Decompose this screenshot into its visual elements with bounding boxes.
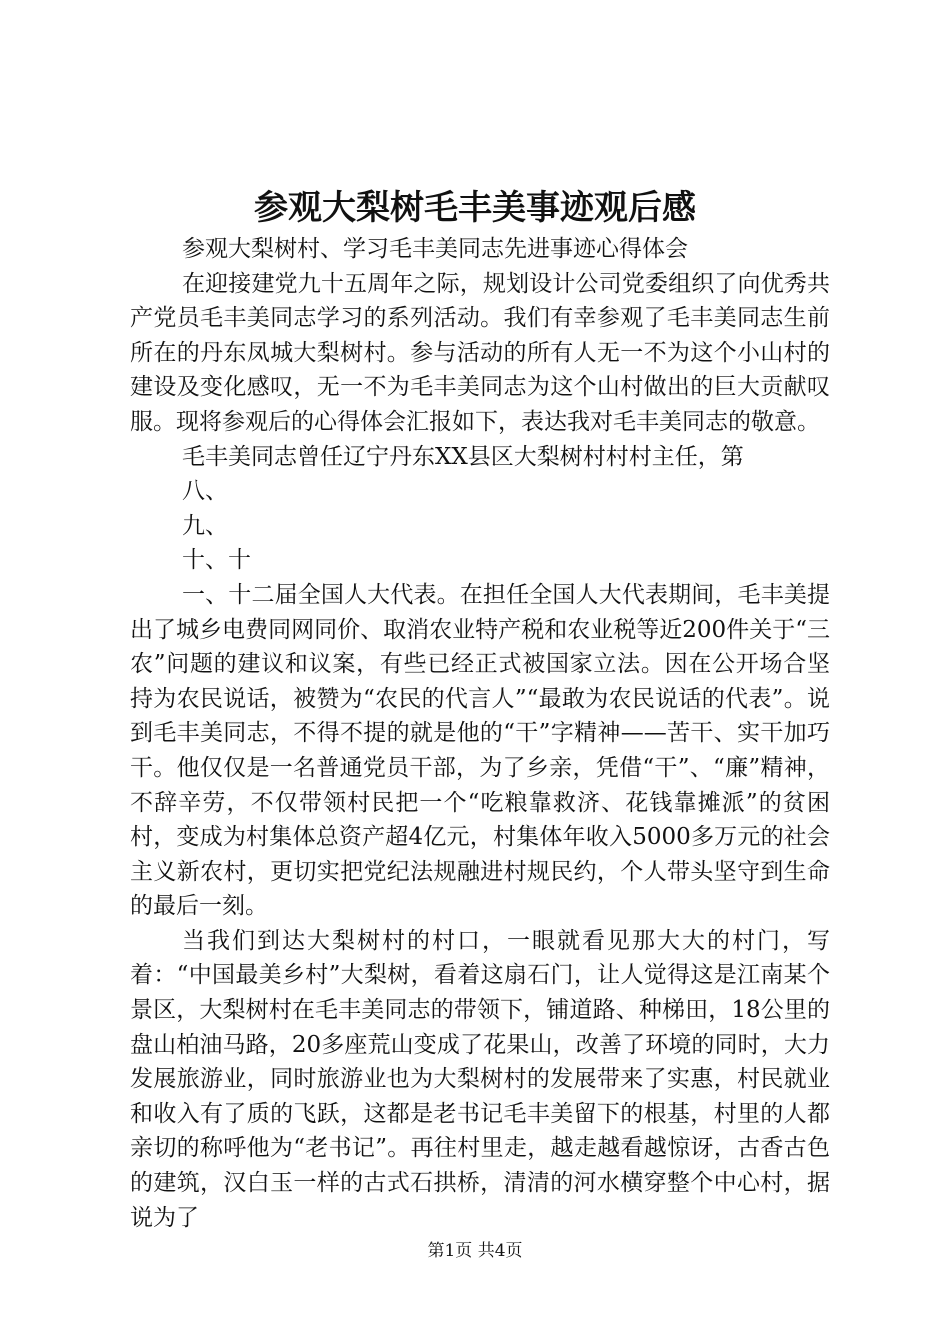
body-paragraph: 当我们到达大梨树村的村口，一眼就看见那大大的村门，写着：“中国最美乡村”大梨树，看着这扇石门，让人觉得这是江南某个景区，大梨树村在毛丰美同志的带领下，铺道路、种梯田，18公里的盘山柏油马路，20多座荒山变成了花果山，改善了环境的同时，大力发展旅游业，同时旅游业也为大梨树村的发展带来了实惠，村民就业和收入有了质的飞跃，这都是老书记毛丰美留下的根基，村里的人都亲切的称呼他为“老书记”。再往村里走，越走越看越惊讶，古香古色的建筑，汉白玉一样的古式石拱桥，清清的河水横穿整个中心村，据说为了 [130,927,830,1231]
body-paragraph: 一、十二届全国人大代表。在担任全国人大代表期间，毛丰美提出了城乡电费同网同价、取消农业特产税和农业税等近200件关于“三农”问题的建议和议案，有些已经正式被国家立法。因在公开场合坚持为农民说话，被赞为“农民的代言人”“最敢为农民说话的代表”。说到毛丰美同志，不得不提的就是他的“干”字精神——苦干、实干加巧干。他仅仅是一名普通党员干部，为了乡亲，凭借“干”、“廉”精神，不辞辛劳，不仅带领村民把一个“吃粮靠救济、花钱靠摊派”的贫困村，变成为村集体总资产超4亿元，村集体年收入5000多万元的社会主义新农村，更切实把党纪法规融进村规民约，个人带头坚守到生命的最后一刻。 [130,581,830,920]
list-item: 八、 [182,478,228,505]
document-body [130,232,830,1235]
body-paragraph: 毛丰美同志曾任辽宁丹东XX县区大梨树村村村主任，第 [182,443,744,470]
list-item: 九、 [182,512,228,539]
document-title: 参观大梨树毛丰美事迹观后感 [254,188,696,228]
page-footer: 第1页 共4页 [427,1241,523,1261]
subtitle-paragraph: 参观大梨树村、学习毛丰美同志先进事迹心得体会 [182,236,688,262]
list-item: 十、十 [182,547,251,574]
body-paragraph: 在迎接建党九十五周年之际，规划设计公司党委组织了向优秀共产党员毛丰美同志学习的系列活动。我们有幸参观了毛丰美同志生前所在的丹东凤城大梨树村。参与活动的所有人无一不为这个小山村的建设及变化感叹，无一不为毛丰美同志为这个山村做出的巨大贡献叹服。现将参观后的心得体会汇报如下，表达我对毛丰美同志的敬意。 [130,270,830,435]
